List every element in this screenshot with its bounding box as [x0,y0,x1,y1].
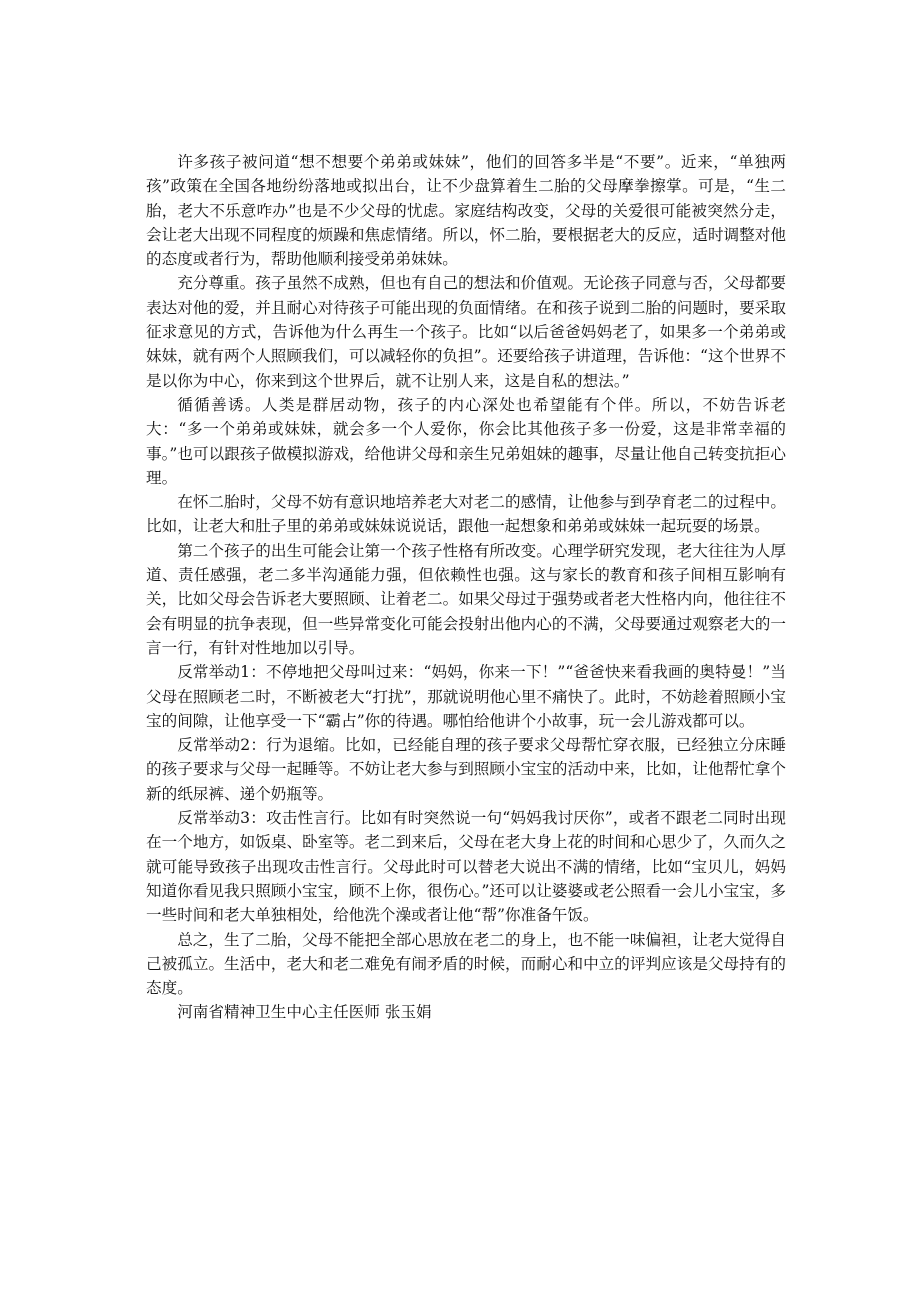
paragraph-intro: 许多孩子被问道“想不想要个弟弟或妹妹”，他们的回答多半是“不要”。近来，“单独两孩”政策在全国各地纷纷落地或拟出台，让不少盘算着生二胎的父母摩拳擦掌。可是，“生二胎，老大不乐意咋办”也是不少父母的忧虑。家庭结构改变，父母的关爱很可能被突然分走，会让老大出现不同程度的烦躁和焦虑情绪。所以，怀二胎，要根据老大的反应，适时调整对他的态度或者行为，帮助他顺利接受弟弟妹妹。 [146,153,786,269]
paragraph-pregnancy: 在怀二胎时，父母不妨有意识地培养老大对老二的感情，让他参与到孕育老二的过程中。比如，让老大和肚子里的弟弟或妹妹说说话，跟他一起想象和弟弟或妹妹一起玩耍的场景。 [146,493,786,536]
author-signature: 河南省精神卫生中心主任医师 张玉娟 [177,1003,432,1022]
paragraph-personality: 第二个孩子的出生可能会让第一个孩子性格有所改变。心理学研究发现，老大往往为人厚道、责任感强，老二多半沟通能力强，但依赖性也强。这与家长的教育和孩子间相互影响有关，比如父母会告诉老大要照顾、让着老二。如果父母过于强势或者老大性格内向，他往往不会有明显的抗争表现，但一些异常变化可能会投射出他内心的不满，父母要通过观察老大的一言一行，有针对性地加以引导。 [146,541,786,657]
paragraph-conclusion: 总之，生了二胎，父母不能把全部心思放在老二的身上，也不能一味偏袒，让老大觉得自己被孤立。生活中，老大和老二难免有闹矛盾的时候，而耐心和中立的评判应该是父母持有的态度。 [146,930,786,998]
paragraph-guidance: 循循善诱。人类是群居动物，孩子的内心深处也希望能有个伴。所以，不妨告诉老大：“多一个弟弟或妹妹，就会多一个人爱你，你会比其他孩子多一份爱，这是非常幸福的事。”也可以跟孩子做模拟游戏，给他讲父母和亲生兄弟姐妹的趣事，尽量让他自己转变抗拒心理。 [146,395,786,487]
paragraph-abnormal-1: 反常举动1：不停地把父母叫过来：“妈妈，你来一下！”“爸爸快来看我画的奥特曼！”当父母在照顾老二时，不断被老大“打扰”，那就说明他心里不痛快了。此时，不妨趁着照顾小宝宝的间隙，让他享受一下“霸占”你的待遇。哪怕给他讲个小故事，玩一会儿游戏都可以。 [146,663,786,730]
paragraph-abnormal-2: 反常举动2：行为退缩。比如，已经能自理的孩子要求父母帮忙穿衣服，已经独立分床睡的孩子要求与父母一起睡等。不妨让老大参与到照顾小宝宝的活动中来，比如，让他帮忙拿个新的纸尿裤、递个奶瓶等。 [146,736,786,803]
paragraph-abnormal-3: 反常举动3：攻击性言行。比如有时突然说一句“妈妈我讨厌你”，或者不跟老二同时出现在一个地方，如饭桌、卧室等。老二到来后，父母在老大身上花的时间和心思少了，久而久之就可能导致孩子出现攻击性言行。父母此时可以替老大说出不满的情绪，比如“宝贝儿，妈妈知道你看见我只照顾小宝宝，顾不上你，很伤心。”还可以让婆婆或老公照看一会儿小宝宝，多一些时间和老大单独相处，给他洗个澡或者让他“帮”你准备午饭。 [146,809,786,925]
article-body [146,150,786,1025]
paragraph-respect: 充分尊重。孩子虽然不成熟，但也有自己的想法和价值观。无论孩子同意与否，父母都要表达对他的爱，并且耐心对待孩子可能出现的负面情绪。在和孩子说到二胎的问题时，要采取征求意见的方式，告诉他为什么再生一个孩子。比如“以后爸爸妈妈老了，如果多一个弟弟或妹妹，就有两个人照顾我们，可以减轻你的负担”。还要给孩子讲道理，告诉他：“这个世界不是以你为中心，你来到这个世界后，就不让别人来，这是自私的想法。” [146,274,786,390]
